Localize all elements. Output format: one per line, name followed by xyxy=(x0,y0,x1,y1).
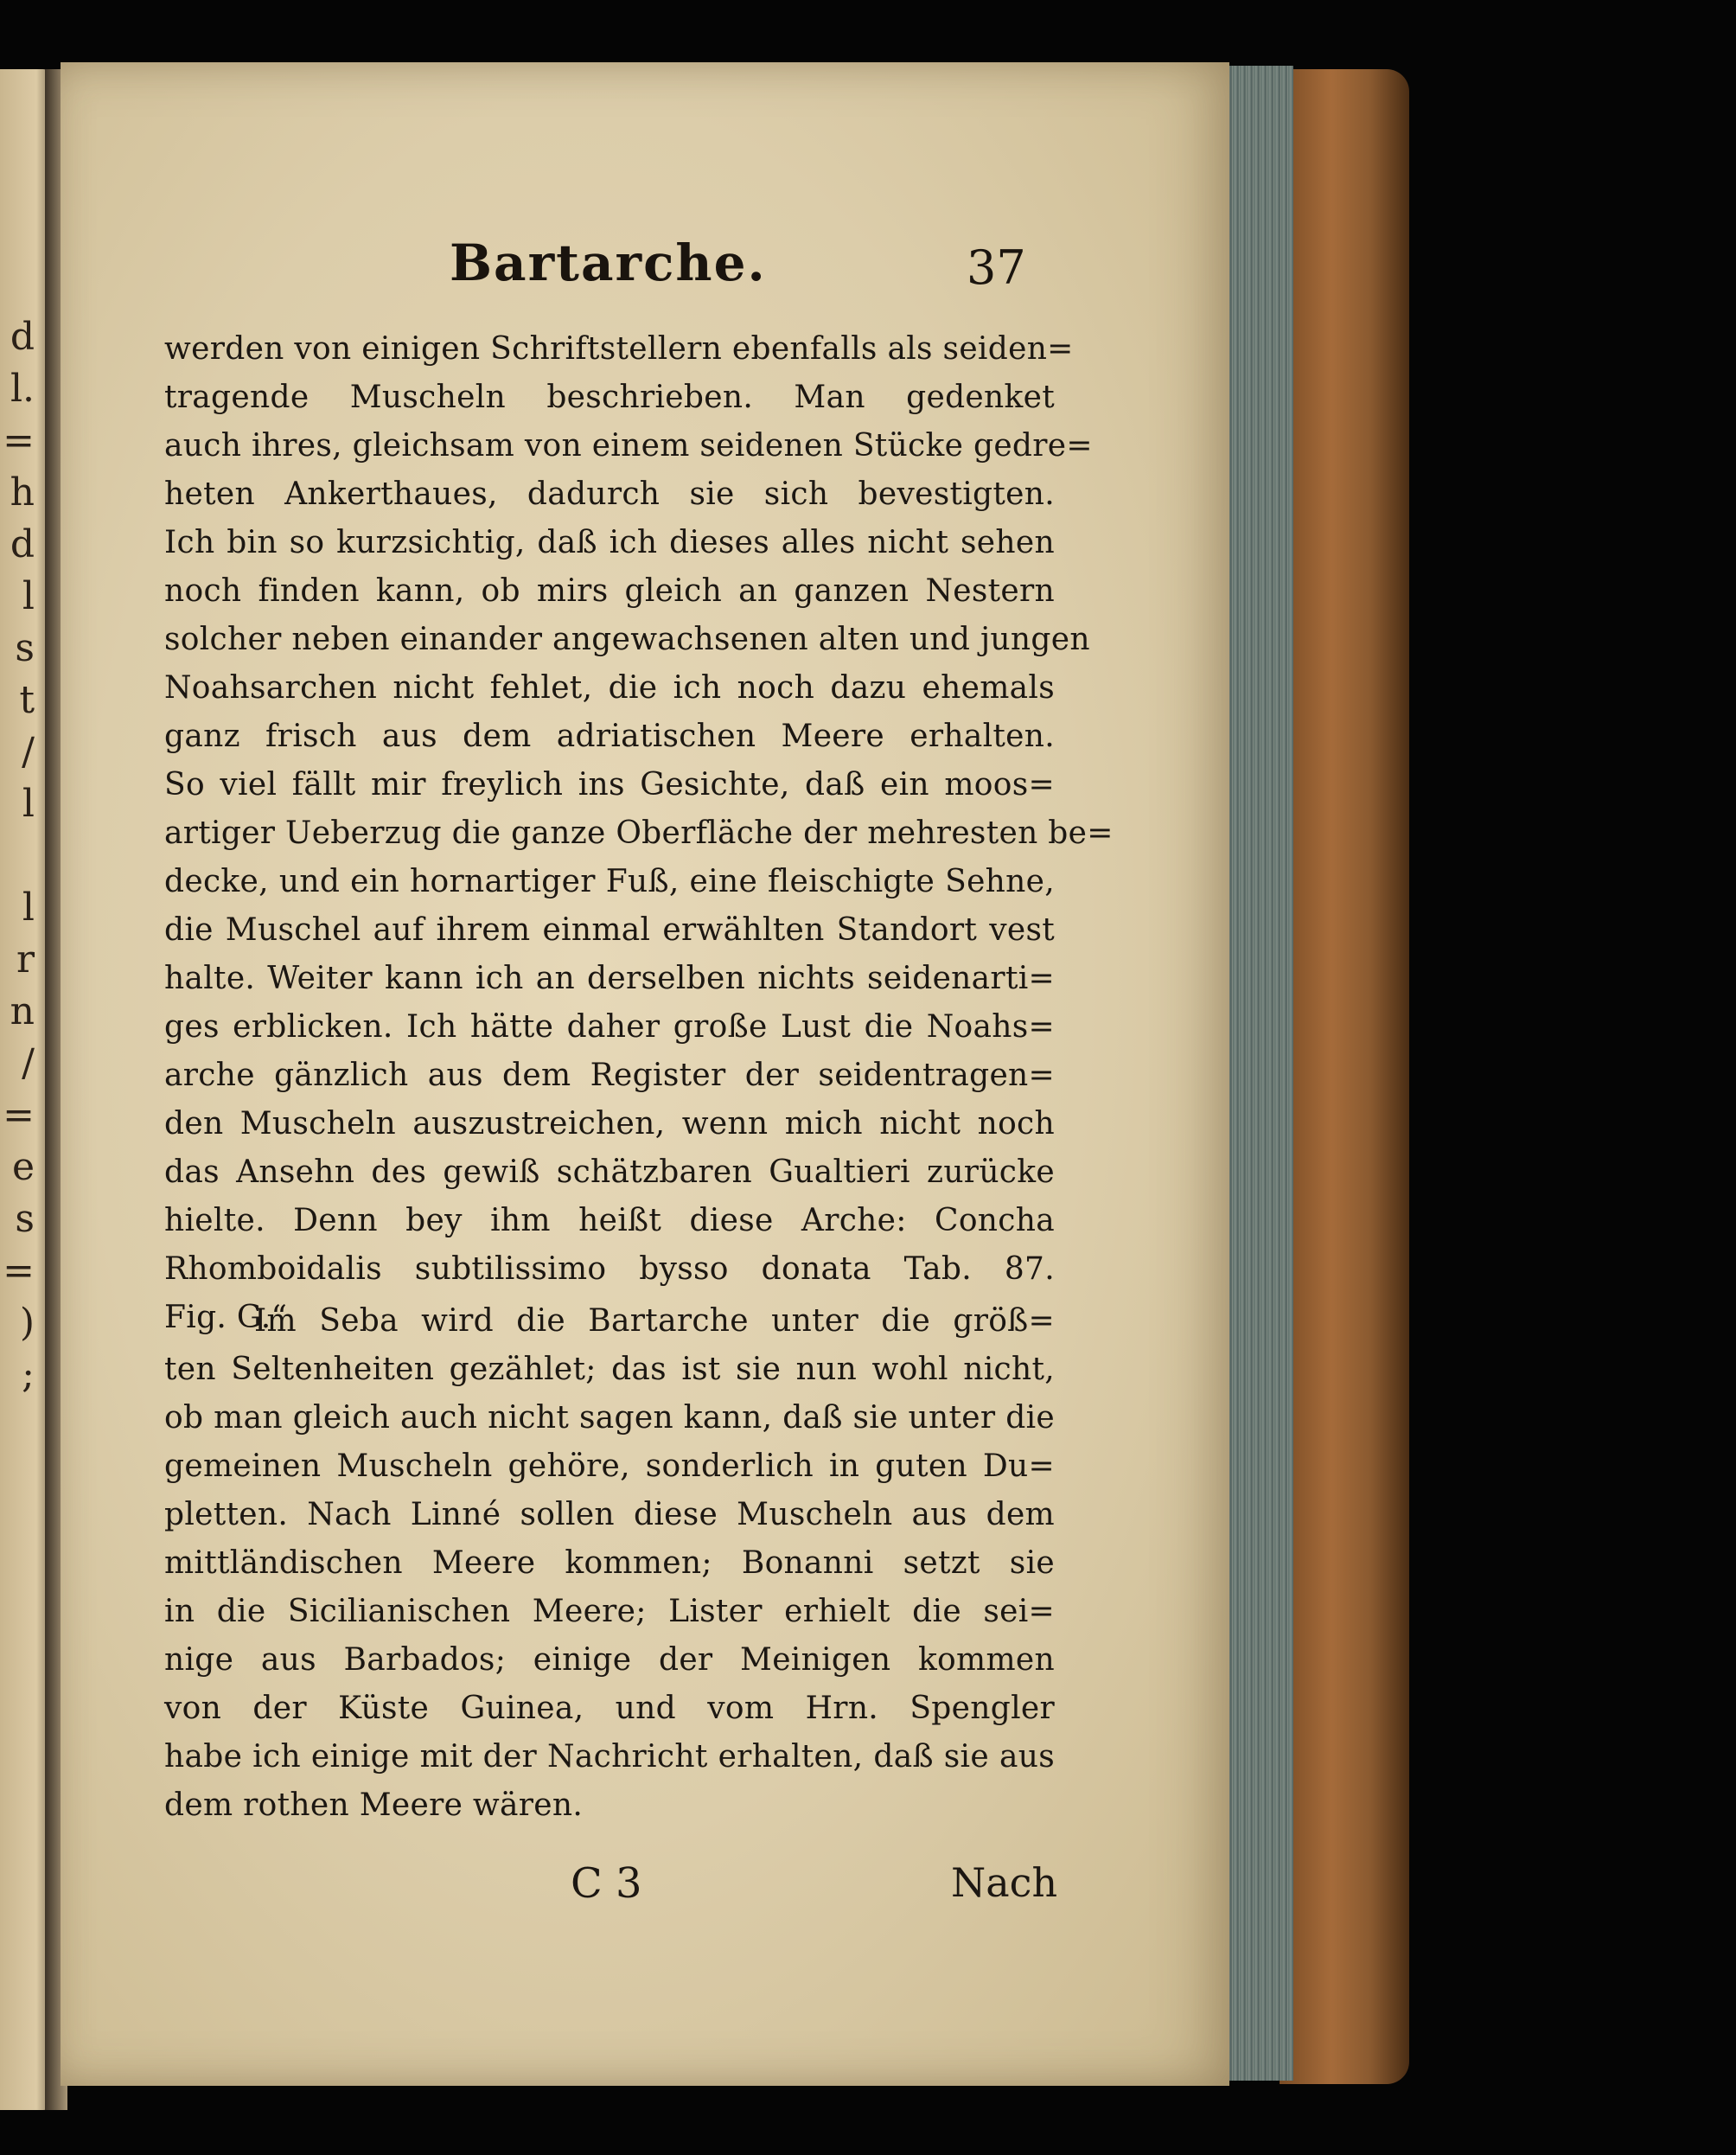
text-line: Im Seba wird die Bartarche unter die größ= xyxy=(254,1303,1055,1339)
page-number: 37 xyxy=(967,240,1026,295)
text-line: hielte. Denn bey ihm heißt diese Arche: Concha xyxy=(164,1203,1055,1238)
left-fragment: l xyxy=(22,886,35,930)
left-fragment: s xyxy=(15,1197,35,1241)
page-block-edges xyxy=(1219,66,1293,2081)
text-line: gemeinen Muscheln gehöre, sonderlich in guten Du= xyxy=(164,1448,1055,1484)
left-fragment: e xyxy=(11,1145,35,1189)
running-head: Bartarche. xyxy=(450,233,767,292)
paragraph-2 xyxy=(164,1297,1055,1830)
text-line: auch ihres, gleichsam von einem seidenen Stücke gedre= xyxy=(164,428,1093,464)
left-fragment: t xyxy=(19,678,35,722)
text-line: den Muscheln auszustreichen, wenn mich nicht noch xyxy=(164,1106,1055,1141)
left-fragment: / xyxy=(22,730,35,774)
text-line: So viel fällt mir freylich ins Gesichte, daß ein moos= xyxy=(164,767,1055,803)
text-line: Ich bin so kurzsichtig, daß ich dieses alles nicht sehen xyxy=(164,525,1055,560)
text-line: die Muschel auf ihrem einmal erwählten Standort vest xyxy=(164,912,1055,948)
text-line: heten Ankerthaues, dadurch sie sich bevestigten. xyxy=(164,476,1055,512)
paragraph-1 xyxy=(164,325,1114,1342)
left-fragment xyxy=(0,830,35,882)
text-line: Rhomboidalis subtilissimo bysso donata Tab. 87. xyxy=(164,1251,1055,1287)
left-fragment: ; xyxy=(22,1352,35,1397)
left-fragment: d xyxy=(10,522,35,566)
text-line: decke, und ein hornartiger Fuß, eine fleischigte Sehne, xyxy=(164,864,1055,899)
left-fragment: l. xyxy=(10,367,35,411)
text-line: Fig. G.“ xyxy=(164,1300,288,1335)
text-line: halte. Weiter kann ich an derselben nichts seidenarti= xyxy=(164,961,1055,996)
text-line: das Ansehn des gewiß schätzbaren Gualtieri zurücke xyxy=(164,1154,1055,1190)
left-fragment: = xyxy=(3,1249,35,1293)
left-fragment: d xyxy=(10,315,35,359)
text-line: solcher neben einander angewachsenen alten und jungen xyxy=(164,622,1090,657)
left-fragment: n xyxy=(10,989,35,1033)
text-line: werden von einigen Schriftstellern ebenfalls als seiden= xyxy=(164,331,1074,367)
left-fragment: ) xyxy=(19,1301,35,1345)
text-line: arche gänzlich aus dem Register der seidentragen= xyxy=(164,1058,1055,1093)
text-line: habe ich einige mit der Nachricht erhalten, daß sie aus xyxy=(164,1739,1055,1775)
left-fragment: h xyxy=(10,470,35,515)
left-fragment: r xyxy=(16,937,35,982)
left-fragment: = xyxy=(3,1093,35,1137)
text-line: Noahsarchen nicht fehlet, die ich noch dazu ehemals xyxy=(164,670,1055,706)
text-line: ganz frisch aus dem adriatischen Meere erhalten. xyxy=(164,719,1055,754)
left-fragment: = xyxy=(3,419,35,463)
text-line: noch finden kann, ob mirs gleich an ganzen Nestern xyxy=(164,573,1055,609)
catchword: Nach xyxy=(951,1859,1058,1906)
text-line: tragende Muscheln beschrieben. Man gedenket xyxy=(164,380,1055,415)
text-line: von der Küste Guinea, und vom Hrn. Spengler xyxy=(164,1691,1055,1726)
book-cover-edge xyxy=(1280,69,1409,2084)
text-line: mittländischen Meere kommen; Bonanni setzt sie xyxy=(164,1545,1055,1581)
text-line: ges erblicken. Ich hätte daher große Lust die Noahs= xyxy=(164,1009,1055,1045)
left-page-text-fragments xyxy=(0,311,35,1401)
left-fragment: / xyxy=(22,1041,35,1085)
signature-mark: C 3 xyxy=(571,1859,642,1908)
text-line: nige aus Barbados; einige der Meinigen kommen xyxy=(164,1642,1055,1678)
text-line: artiger Ueberzug die ganze Oberfläche der mehresten be= xyxy=(164,815,1114,851)
text-line: ob man gleich auch nicht sagen kann, daß sie unter die xyxy=(164,1400,1055,1436)
text-line: pletten. Nach Linné sollen diese Muscheln aus dem xyxy=(164,1497,1055,1532)
text-line: dem rothen Meere wären. xyxy=(164,1787,584,1823)
text-line: in die Sicilianischen Meere; Lister erhielt die sei= xyxy=(164,1594,1055,1629)
left-fragment: l xyxy=(22,574,35,618)
left-fragment: l xyxy=(22,782,35,826)
text-line: ten Seltenheiten gezählet; das ist sie nun wohl nicht, xyxy=(164,1352,1055,1387)
left-fragment: s xyxy=(15,626,35,670)
